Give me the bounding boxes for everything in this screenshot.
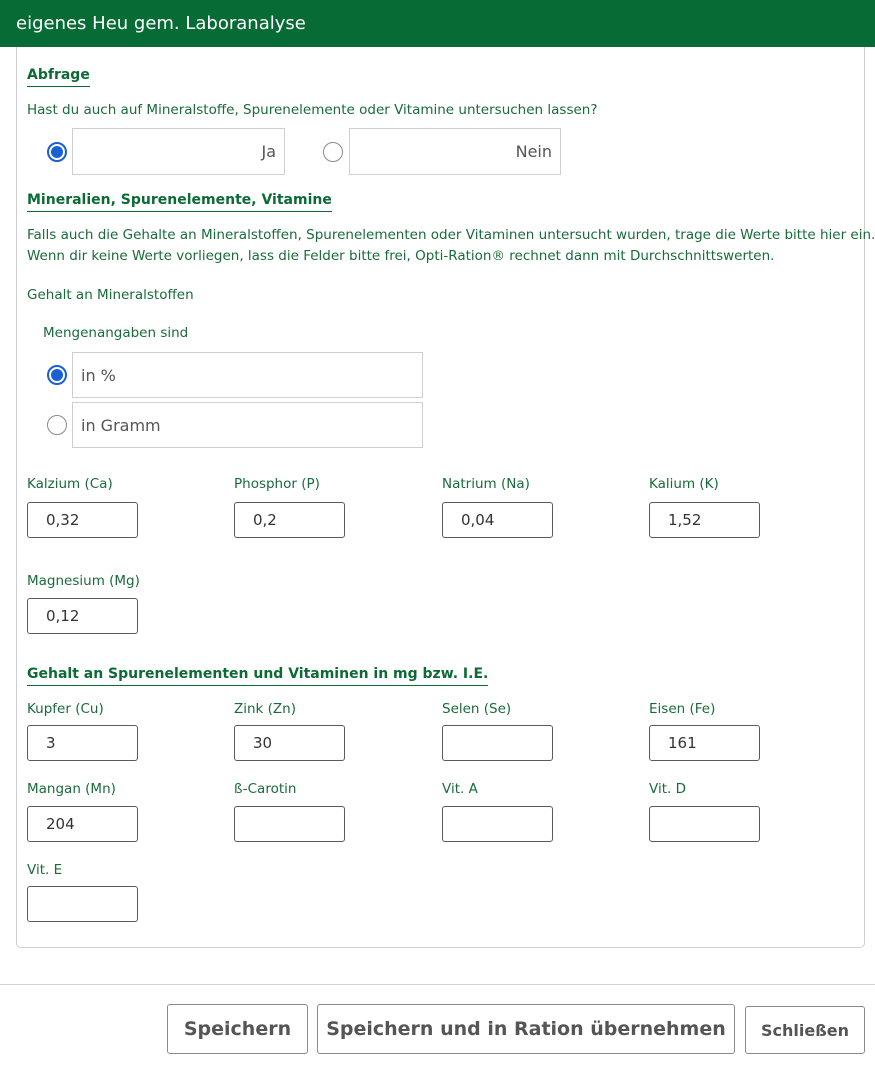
field-label-phosphor: Phosphor (P)	[234, 476, 320, 492]
field-label-selen: Selen (Se)	[442, 701, 512, 717]
field-label-mangan: Mangan (Mn)	[27, 781, 116, 797]
zink-input[interactable]	[234, 725, 345, 761]
field-label-vit-e: Vit. E	[27, 862, 63, 878]
field-label-kalium: Kalium (K)	[649, 476, 719, 492]
natrium-input[interactable]	[442, 502, 553, 538]
minerals-subtitle: Gehalt an Mineralstoffen	[27, 287, 194, 303]
kupfer-input[interactable]	[27, 725, 138, 761]
option-unit-gramm-label[interactable]: in Gramm	[72, 402, 423, 448]
close-button[interactable]: Schließen	[745, 1006, 865, 1054]
field-label-vit-d: Vit. D	[649, 781, 686, 797]
vit-d-input[interactable]	[649, 806, 760, 842]
kalzium-input[interactable]	[27, 502, 138, 538]
eisen-input[interactable]	[649, 725, 760, 761]
field-label-kalzium: Kalzium (Ca)	[27, 476, 113, 492]
field-label-vit-a: Vit. A	[442, 781, 478, 797]
minerals-info-line2: Wenn dir keine Werte vorliegen, lass die Felder bitte frei, Opti-Ration® rechnet dann mit Durchschnittswerten.	[27, 248, 775, 264]
radio-unit-gramm[interactable]	[47, 415, 67, 435]
section-title-spurenelemente: Gehalt an Spurenelementen und Vitaminen in mg bzw. I.E.	[27, 666, 488, 686]
form-panel	[16, 47, 875, 948]
mangan-input[interactable]	[27, 806, 138, 842]
option-ja-label[interactable]: Ja	[72, 128, 285, 175]
vit-a-input[interactable]	[442, 806, 553, 842]
field-label-kupfer: Kupfer (Cu)	[27, 701, 104, 717]
magnesium-input[interactable]	[27, 598, 138, 634]
kalium-input[interactable]	[649, 502, 760, 538]
radio-nein[interactable]	[323, 142, 343, 162]
radio-ja[interactable]	[47, 142, 67, 162]
section-title-mineralien: Mineralien, Spurenelemente, Vitamine	[27, 192, 332, 212]
field-label-natrium: Natrium (Na)	[442, 476, 530, 492]
field-label-magnesium: Magnesium (Mg)	[27, 573, 140, 589]
save-and-apply-button[interactable]: Speichern und in Ration übernehmen	[317, 1004, 735, 1054]
field-label-zink: Zink (Zn)	[234, 701, 297, 717]
section-title-abfrage: Abfrage	[27, 67, 90, 87]
option-nein-label[interactable]: Nein	[349, 128, 561, 175]
selen-input[interactable]	[442, 725, 553, 761]
minerals-info-line1: Falls auch die Gehalte an Mineralstoffen, Spurenelementen oder Vitaminen untersucht wurden, trage die Werte bitte hier ein.	[27, 227, 875, 243]
footer-divider	[0, 984, 875, 985]
unit-label: Mengenangaben sind	[43, 325, 189, 341]
dialog-title: eigenes Heu gem. Laboranalyse	[0, 0, 875, 47]
vit-e-input[interactable]	[27, 886, 138, 922]
option-unit-percent-label[interactable]: in %	[72, 352, 423, 398]
carotin-input[interactable]	[234, 806, 345, 842]
field-label-eisen: Eisen (Fe)	[649, 701, 716, 717]
phosphor-input[interactable]	[234, 502, 345, 538]
radio-unit-percent[interactable]	[47, 365, 67, 385]
abfrage-question: Hast du auch auf Mineralstoffe, Spurenelemente oder Vitamine untersuchen lassen?	[27, 102, 598, 118]
save-button[interactable]: Speichern	[167, 1004, 308, 1054]
field-label-carotin: ß-Carotin	[234, 781, 297, 797]
